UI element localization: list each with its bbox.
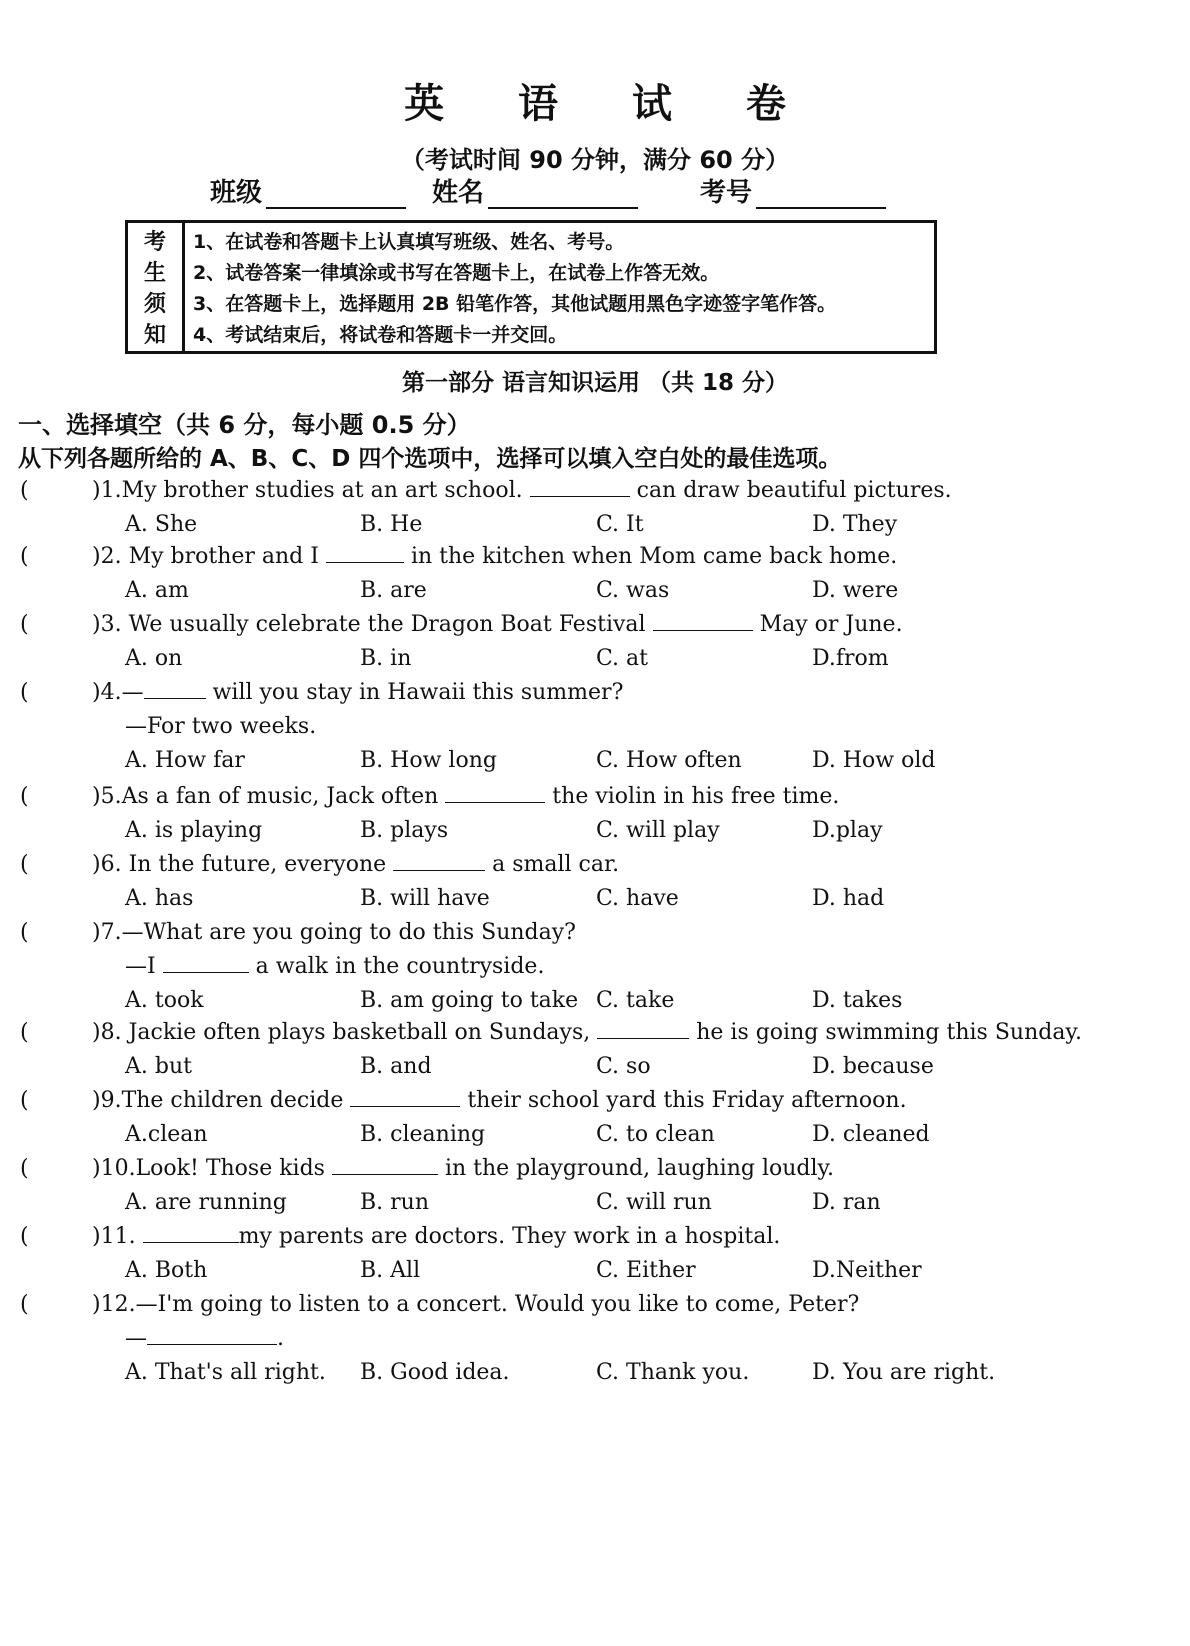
stem-text: their school yard this Friday afternoon. <box>460 1088 907 1113</box>
stem-text: my parents are doctors. They work in a hospital. <box>238 1224 781 1249</box>
stem-text: )12.—I'm going to listen to a concert. Would you like to come, Peter? <box>92 1292 860 1317</box>
answer-option[interactable]: A. How far <box>125 748 245 773</box>
stem-text: a walk in the countryside. <box>248 954 545 979</box>
answer-option[interactable]: D.from <box>812 646 889 671</box>
answer-option[interactable]: C. have <box>596 886 679 911</box>
answer-option[interactable]: B. Good idea. <box>360 1360 510 1385</box>
answer-option[interactable]: A.clean <box>125 1122 208 1147</box>
answer-paren[interactable]: ( <box>20 680 29 705</box>
question-stem <box>92 1088 907 1113</box>
question-item <box>0 680 1190 782</box>
stem-text: . <box>277 1326 284 1351</box>
answer-blank[interactable] <box>332 1156 438 1175</box>
question-stem-line2: —For two weeks. <box>125 714 317 739</box>
answer-option[interactable]: B. plays <box>360 818 449 843</box>
answer-blank[interactable] <box>653 612 753 631</box>
stem-text: in the kitchen when Mom came back home. <box>403 544 898 569</box>
exam-no-label: 考号 <box>700 178 753 208</box>
class-blank[interactable] <box>266 177 406 209</box>
stem-text: May or June. <box>752 612 903 637</box>
answer-option[interactable]: B. All <box>360 1258 421 1283</box>
answer-option[interactable]: C. so <box>596 1054 651 1079</box>
answer-option[interactable]: A. That's all right. <box>125 1360 326 1385</box>
question-stem <box>92 612 903 637</box>
question-item <box>0 1020 1190 1088</box>
question-stem <box>92 1292 859 1317</box>
question-item <box>0 920 1190 1022</box>
answer-blank[interactable] <box>144 680 206 699</box>
answer-option[interactable]: A. has <box>125 886 194 911</box>
answer-option[interactable]: A. is playing <box>125 818 263 843</box>
answer-option[interactable]: B. cleaning <box>360 1122 486 1147</box>
answer-option[interactable]: C. Either <box>596 1258 696 1283</box>
answer-blank[interactable] <box>445 784 545 803</box>
question-item <box>0 612 1190 680</box>
answer-option[interactable]: D. cleaned <box>812 1122 930 1147</box>
question-stem-line2 <box>125 1326 284 1351</box>
answer-option[interactable]: A. am <box>125 578 189 603</box>
stem-text: )1.My brother studies at an art school. <box>92 478 530 503</box>
answer-paren[interactable]: ( <box>20 852 29 877</box>
stem-text: )5.As a fan of music, Jack often <box>92 784 446 809</box>
name-field <box>432 172 638 209</box>
answer-option[interactable]: C. will play <box>596 818 720 843</box>
notice-label-char: 须 <box>143 292 166 317</box>
notice-label-char: 知 <box>143 323 166 348</box>
stem-text: the violin in his free time. <box>545 784 840 809</box>
stem-text: )9.The children decide <box>92 1088 351 1113</box>
answer-option[interactable]: D. takes <box>812 988 903 1013</box>
answer-paren[interactable]: ( <box>20 784 29 809</box>
answer-blank[interactable] <box>143 1224 239 1243</box>
candidate-notice-box <box>125 220 937 354</box>
question-item <box>0 1292 1190 1394</box>
answer-paren[interactable]: ( <box>20 920 29 945</box>
stem-text: )8. Jackie often plays basketball on Sundays, <box>92 1020 598 1045</box>
exam-title: 英 语 试 卷 <box>404 81 816 127</box>
answer-option[interactable]: D. had <box>812 886 885 911</box>
notice-item: 2、试卷答案一律填涂或书写在答题卡上，在试卷上作答无效。 <box>193 262 720 284</box>
answer-paren[interactable]: ( <box>20 1224 29 1249</box>
answer-option[interactable]: A. on <box>125 646 183 671</box>
student-info-row <box>210 172 950 212</box>
stem-text: —I <box>125 954 163 979</box>
name-blank[interactable] <box>488 177 638 209</box>
answer-option[interactable]: A. but <box>125 1054 192 1079</box>
answer-option[interactable]: D. ran <box>812 1190 881 1215</box>
class-field <box>210 172 406 209</box>
answer-option[interactable]: D.Neither <box>812 1258 922 1283</box>
notice-label <box>128 223 185 351</box>
notice-items <box>185 223 934 351</box>
answer-option[interactable]: B. and <box>360 1054 432 1079</box>
answer-option[interactable]: D. You are right. <box>812 1360 996 1385</box>
answer-option[interactable]: A. are running <box>125 1190 287 1215</box>
answer-option[interactable]: D.play <box>812 818 883 843</box>
answer-option[interactable]: C. to clean <box>596 1122 715 1147</box>
notice-label-char: 生 <box>143 261 166 286</box>
answer-blank[interactable] <box>163 954 249 973</box>
stem-text: a small car. <box>485 852 620 877</box>
answer-paren[interactable]: ( <box>20 1292 29 1317</box>
stem-text: )4.— <box>92 680 144 705</box>
answer-option[interactable]: B. are <box>360 578 427 603</box>
answer-blank[interactable] <box>326 544 404 563</box>
notice-label-char: 考 <box>143 230 166 255</box>
answer-option[interactable]: A. Both <box>125 1258 208 1283</box>
answer-option[interactable]: C. Thank you. <box>596 1360 750 1385</box>
answer-option[interactable]: A. took <box>125 988 204 1013</box>
notice-item: 4、考试结束后，将试卷和答题卡一并交回。 <box>193 324 568 346</box>
answer-blank[interactable] <box>530 478 630 497</box>
stem-text: in the playground, laughing loudly. <box>437 1156 835 1181</box>
stem-text: can draw beautiful pictures. <box>629 478 952 503</box>
exam-subtitle: （考试时间 90 分钟，满分 60 分） <box>400 146 790 174</box>
exam-no-field <box>700 172 886 209</box>
answer-paren[interactable]: ( <box>20 1156 29 1181</box>
answer-blank[interactable] <box>597 1020 689 1039</box>
question-item <box>0 852 1190 920</box>
answer-option[interactable]: D. because <box>812 1054 934 1079</box>
answer-option[interactable]: B. will have <box>360 886 490 911</box>
question-stem <box>92 784 839 809</box>
question-stem <box>92 680 623 705</box>
stem-text: )6. In the future, everyone <box>92 852 394 877</box>
answer-option[interactable]: A. She <box>125 512 198 537</box>
answer-option[interactable]: C. will run <box>596 1190 712 1215</box>
answer-blank[interactable] <box>147 1326 277 1345</box>
question-item <box>0 1156 1190 1224</box>
answer-option[interactable]: C. take <box>596 988 675 1013</box>
stem-text: )2. My brother and I <box>92 544 326 569</box>
answer-option[interactable]: B. am going to take <box>360 988 579 1013</box>
section-title: 一、选择填空（共 6 分，每小题 0.5 分） <box>18 411 471 439</box>
answer-blank[interactable] <box>393 852 485 871</box>
question-item <box>0 784 1190 852</box>
answer-option[interactable]: C. at <box>596 646 648 671</box>
question-stem <box>92 920 576 945</box>
question-stem <box>92 852 619 877</box>
answer-option[interactable]: B. run <box>360 1190 430 1215</box>
question-item <box>0 1224 1190 1292</box>
answer-option[interactable]: D. They <box>812 512 898 537</box>
exam-no-blank[interactable] <box>756 177 886 209</box>
stem-text: )3. We usually celebrate the Dragon Boat Festival <box>92 612 653 637</box>
answer-paren[interactable]: ( <box>20 478 29 503</box>
question-stem-line2 <box>125 954 544 979</box>
answer-paren[interactable]: ( <box>20 1088 29 1113</box>
question-stem <box>92 544 897 569</box>
stem-text: will you stay in Hawaii this summer? <box>205 680 624 705</box>
question-stem <box>92 1224 780 1249</box>
answer-option[interactable]: D. were <box>812 578 899 603</box>
name-label: 姓名 <box>432 178 485 208</box>
answer-option[interactable]: B. How long <box>360 748 497 773</box>
notice-item: 3、在答题卡上，选择题用 2B 铅笔作答，其他试题用黑色字迹签字笔作答。 <box>193 293 837 315</box>
question-stem <box>92 1020 1082 1045</box>
answer-option[interactable]: D. How old <box>812 748 936 773</box>
stem-text: — <box>125 1326 147 1351</box>
question-item <box>0 544 1190 612</box>
answer-option[interactable]: B. in <box>360 646 412 671</box>
question-stem <box>92 1156 834 1181</box>
part-title: 第一部分 语言知识运用 （共 18 分） <box>401 370 789 396</box>
question-item <box>0 478 1190 546</box>
answer-blank[interactable] <box>350 1088 460 1107</box>
question-item <box>0 1088 1190 1156</box>
notice-item: 1、在试卷和答题卡上认真填写班级、姓名、考号。 <box>193 231 625 253</box>
answer-option[interactable]: C. It <box>596 512 644 537</box>
class-label: 班级 <box>210 178 263 208</box>
stem-text: )10.Look! Those kids <box>92 1156 332 1181</box>
stem-text: )11. <box>92 1224 143 1249</box>
section-instruction: 从下列各题所给的 A、B、C、D 四个选项中，选择可以填入空白处的最佳选项。 <box>18 446 842 472</box>
stem-text: he is going swimming this Sunday. <box>689 1020 1082 1045</box>
answer-option[interactable]: B. He <box>360 512 423 537</box>
answer-option[interactable]: C. How often <box>596 748 742 773</box>
answer-paren[interactable]: ( <box>20 1020 29 1045</box>
answer-paren[interactable]: ( <box>20 612 29 637</box>
answer-option[interactable]: C. was <box>596 578 670 603</box>
question-stem <box>92 478 952 503</box>
stem-text: )7.—What are you going to do this Sunday? <box>92 920 576 945</box>
answer-paren[interactable]: ( <box>20 544 29 569</box>
